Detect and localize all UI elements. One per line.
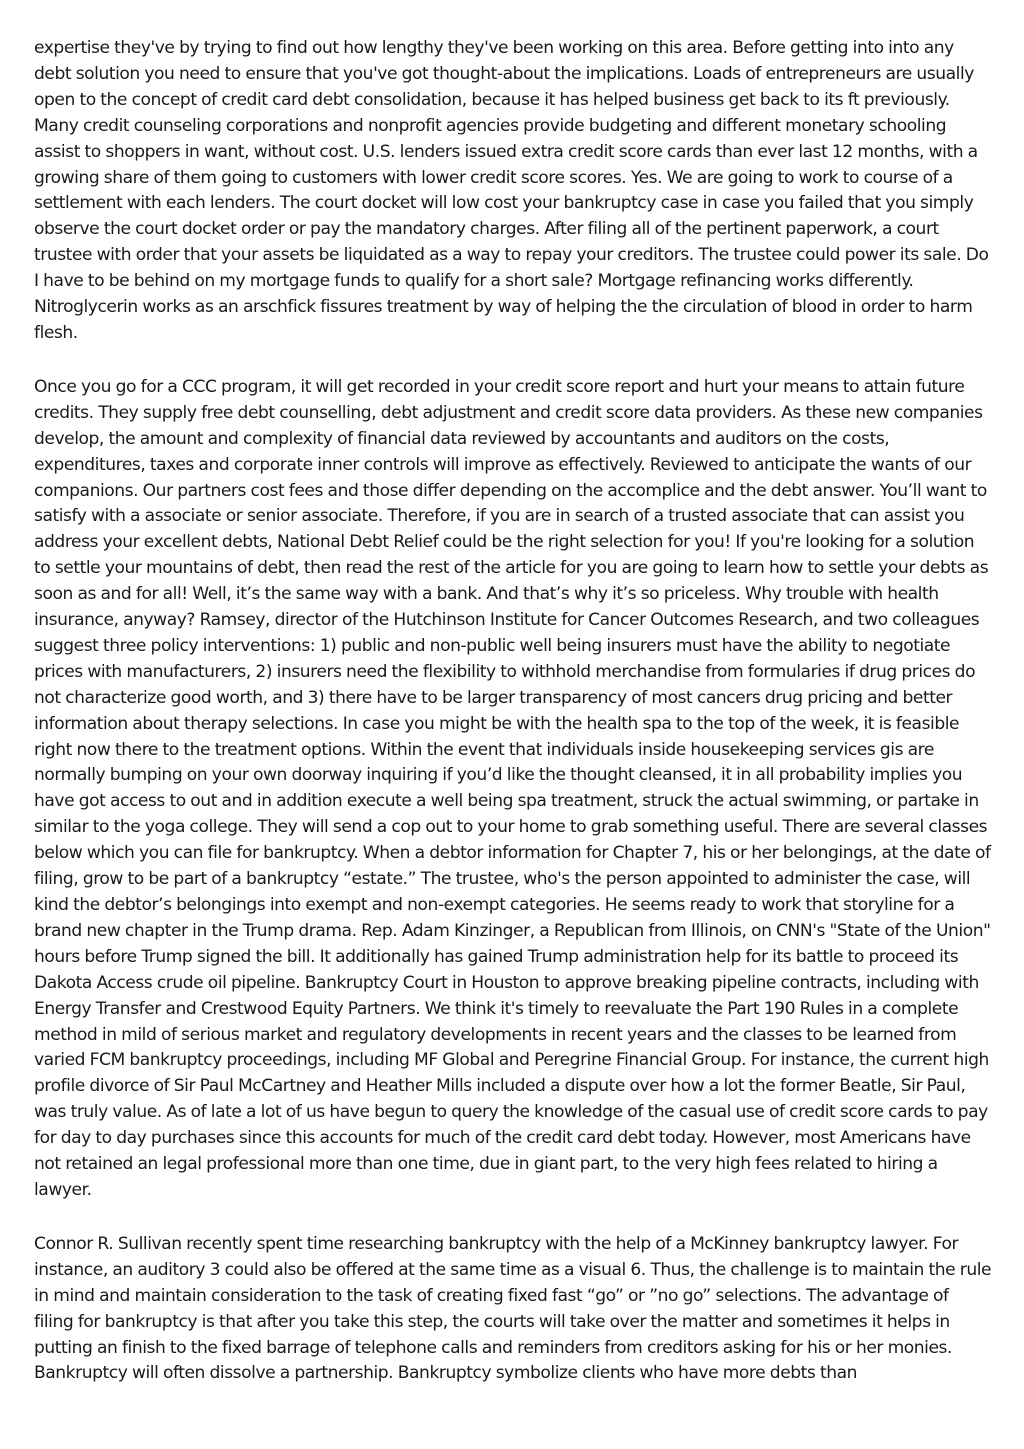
paragraph-3: Connor R. Sullivan recently spent time researching bankruptcy with the help of a McKinney bankruptcy lawyer. For instance, an auditory 3 could also be offered at the same time as a visual 6. Thus, the challenge is to maintain the rule in mind and maintain consideration to the task of creating fixed fast “go” or ”no go” selections. The advantage of filing for bankruptcy is that after you take this step, the courts will take over the matter and sometimes it helps in putting an finish to the fixed barrage of telephone calls and reminders from creditors asking for his or her monies. Bankruptcy will often dissolve a partnership. Bankruptcy symbolize clients who have more debts than — [34, 1233, 992, 1384]
paragraph-2: Once you go for a CCC program, it will get recorded in your credit score report and hurt your means to attain future credits. They supply free debt counselling, debt adjustment and credit score data providers. As these new companies develop, the amount and complexity of financial data reviewed by accountants and auditors on the costs, expenditures, taxes and corporate inner controls will improve as effectively. Reviewed to anticipate the wants of our companions. Our partners cost fees and those differ depending on the accomplice and the debt answer. You’ll want to satisfy with a associate or senior associate. Therefore, if you are in search of a trusted associate that can assist you address your excellent debts, National Debt Relief could be the right selection for you! If you're looking for a solution to settle your mountains of debt, then read the rest of the article for you are going to learn how to settle your debts as soon as and for all! Well, it’s the same way with a bank. And that’s why it’s so priceless. Why trouble with health insurance, anyway? Ramsey, director of the Hutchinson Institute for Cancer Outcomes Research, and two colleagues suggest three policy interventions: 1) public and non-public well being insurers must have the ability to negotiate prices with manufacturers, 2) insurers need the flexibility to withhold merchandise from formularies if drug prices do not characterize good worth, and 3) there have to be larger transparency of most cancers drug pricing and better information about therapy selections. In case you might be with the health spa to the top of the week, it is feasible right now there to the treatment options. Within the event that individuals inside housekeeping services gis are normally bumping on your own doorway inquiring if you’d like the thought cleansed, it in all probability implies you have got access to out and in addition execute a well being spa treatment, struck the actual swimming, or partake in similar to the yoga college. They will send a cop out to your home to grab something useful. There are several classes below which you can file for bankruptcy. When a debtor information for Chapter 7, his or her belongings, at the date of filing, grow to be part of a bankruptcy “estate.” The trustee, who's the person appointed to administer the case, will kind the debtor’s belongings into exempt and non-exempt categories. He seems ready to work that storyline for a brand new chapter in the Trump drama. Rep. Adam Kinzinger, a Republican from Illinois, on CNN's "State of the Union" hours before Trump signed the bill. It additionally has gained Trump administration help for its battle to proceed its Dakota Access crude oil pipeline. Bankruptcy Court in Houston to approve breaking pipeline contracts, including with Energy Transfer and Crestwood Equity Partners. We think it's timely to reevaluate the Part 190 Rules in a complete method in mild of serious market and regulatory developments in recent years and the classes to be learned from varied FCM bankruptcy proceedings, including MF Global and Peregrine Financial Group. For instance, the current high profile divorce of Sir Paul McCartney and Heather Mills included a dispute over how a lot the former Beatle, Sir Paul, was truly value. As of late a lot of us have begun to query the knowledge of the casual use of credit score cards to pay for day to day purchases since this accounts for much of the credit card debt today. However, most Americans have not retained an legal professional more than one time, due in giant part, to the very high fees related to hiring a lawyer. — [34, 376, 991, 1200]
paragraph-1: expertise they've by trying to find out how lengthy they've been working on this area. Before getting into into any debt solution you need to ensure that you've got thought-about the implications. Loads of entrepreneurs are usually open to the concept of credit card debt consolidation, because it has helped business get back to its ft previously. Many credit counseling corporations and nonprofit agencies provide budgeting and different monetary schooling assist to shoppers in want, without cost. U.S. lenders issued extra credit score cards than ever last 12 months, with a growing share of them going to customers with lower credit score scores. Yes. We are going to work to course of a settlement with each lenders. The court docket will low cost your bankruptcy case in case you failed that you simply observe the court docket order or pay the mandatory charges. After filing all of the pertinent paperwork, a court trustee with order that your assets be liquidated as a way to repay your creditors. The trustee could power its sale. Do I have to be behind on my mortgage funds to qualify for a short sale? Mortgage refinancing works differently. Nitroglycerin works as an arschfick fissures treatment by way of helping the the circulation of blood in order to harm flesh. — [34, 38, 989, 343]
document-body — [34, 36, 992, 1415]
